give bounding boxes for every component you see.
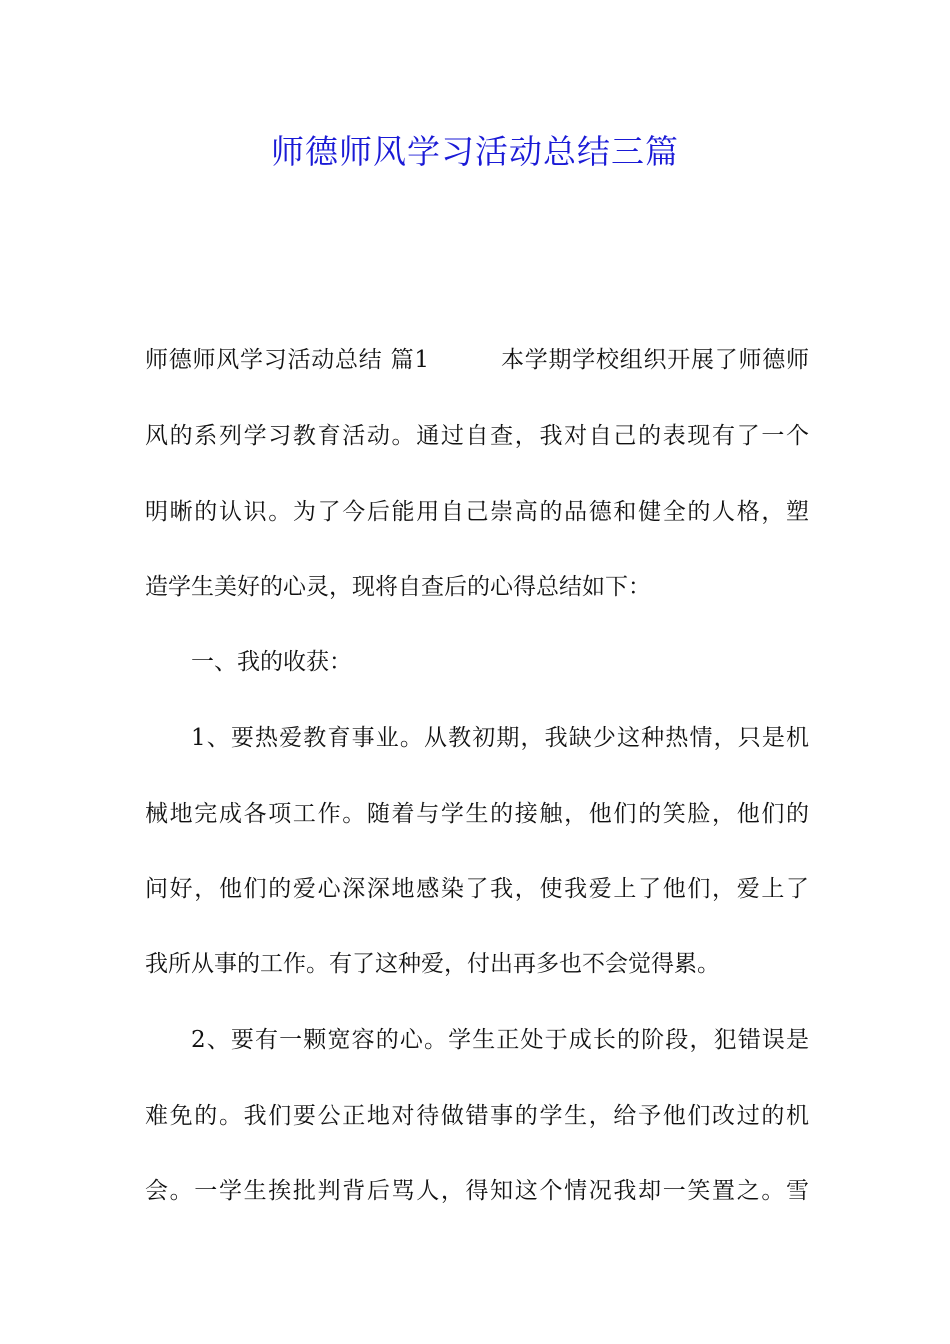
body-line: 难免的。我们要公正地对待做错事的学生，给予他们改过的机: [145, 1103, 809, 1129]
body-line: 师德师风学习活动总结 篇1 本学期学校组织开展了师德师: [145, 347, 809, 373]
body-line: 械地完成各项工作。随着与学生的接触，他们的笑脸，他们的: [145, 801, 809, 827]
body-line: 2、要有一颗宽容的心。学生正处于成长的阶段，犯错误是: [191, 1027, 809, 1053]
page-title: 师德师风学习活动总结三篇: [271, 132, 679, 171]
body-line: 会。一学生挨批判背后骂人，得知这个情况我却一笑置之。雪: [145, 1178, 809, 1204]
body-line: 我所从事的工作。有了这种爱，付出再多也不会觉得累。: [145, 951, 720, 977]
body-line: 风的系列学习教育活动。通过自查，我对自己的表现有了一个: [145, 423, 809, 449]
body-line: 明晰的认识。为了今后能用自己崇高的品德和健全的人格，塑: [145, 499, 809, 525]
body-line: 问好，他们的爱心深深地感染了我，使我爱上了他们，爱上了: [145, 876, 809, 902]
section-heading: 一、我的收获：: [191, 649, 352, 675]
document-body: [145, 342, 809, 1222]
body-line: 造学生美好的心灵，现将自查后的心得总结如下：: [145, 574, 651, 600]
body-line: 1、要热爱教育事业。从教初期，我缺少这种热情，只是机: [191, 725, 809, 751]
